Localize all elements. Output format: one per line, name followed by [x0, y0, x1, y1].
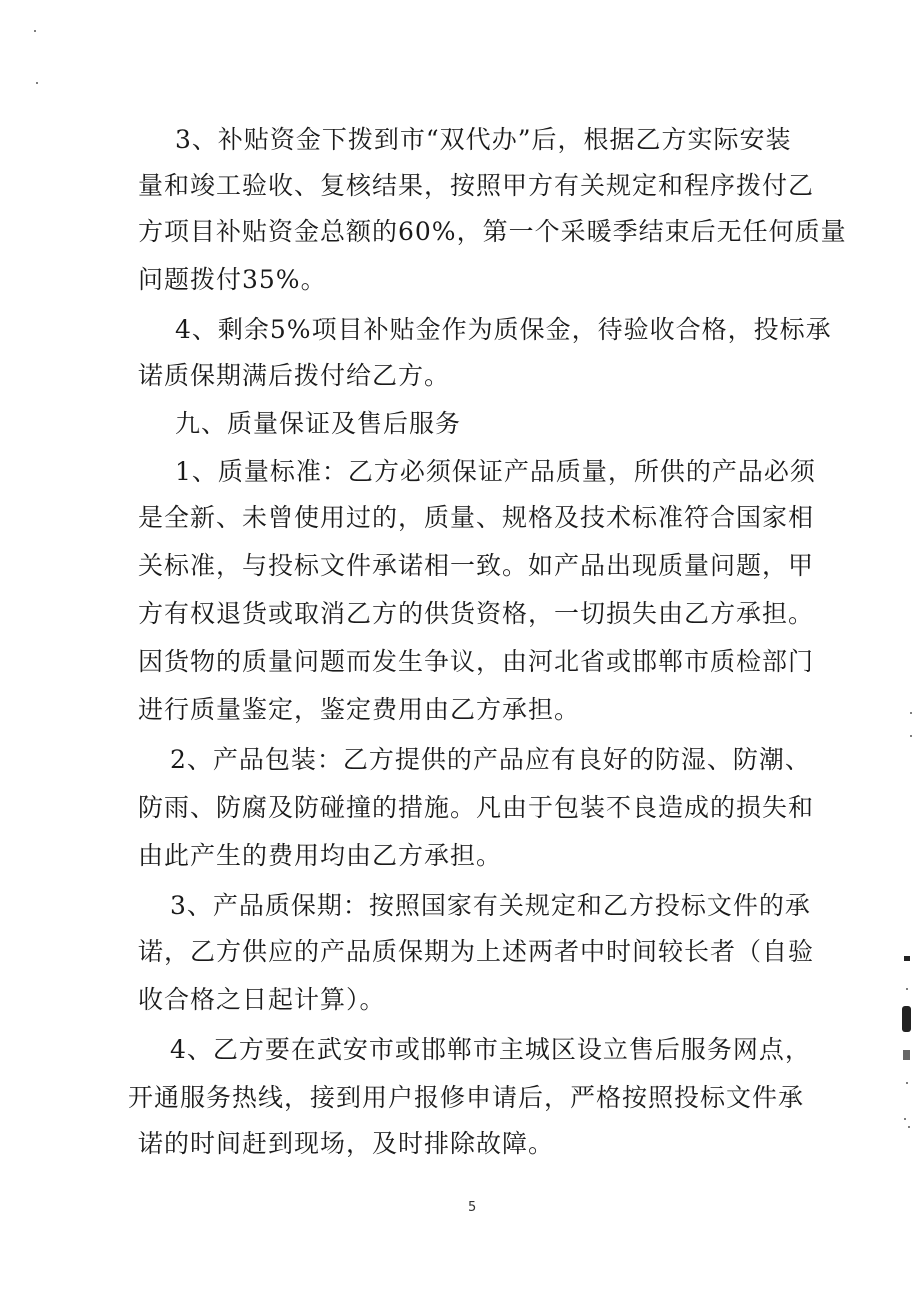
scan-speck [906, 1082, 908, 1084]
text-line: 由此产生的费用均由乙方承担。 [138, 841, 503, 870]
text-line: 诺质保期满后拨付给乙方。 [138, 361, 451, 390]
scan-artifact [904, 956, 910, 961]
text-line: 3、产品质保期：按照国家有关规定和乙方投标文件的承 [170, 891, 811, 920]
text-line: 量和竣工验收、复核结果，按照甲方有关规定和程序拨付乙 [138, 171, 815, 200]
scan-speck [910, 712, 912, 714]
scan-speck [910, 735, 912, 737]
text-line: 防雨、防腐及防碰撞的措施。凡由于包装不良造成的损失和 [138, 793, 815, 822]
text-line: 诺，乙方供应的产品质保期为上述两者中时间较长者（自验 [138, 937, 815, 966]
text-line: 收合格之日起计算）。 [138, 985, 386, 1014]
text-line: 2、产品包装：乙方提供的产品应有良好的防湿、防潮、 [170, 745, 811, 774]
scan-speck [906, 988, 908, 990]
text-line: 方项目补贴资金总额的60%，第一个采暖季结束后无任何质量 [138, 217, 847, 246]
scan-artifact [902, 1006, 911, 1032]
text-line: 是全新、未曾使用过的，质量、规格及技术标准符合国家相 [138, 503, 815, 532]
page-number: 5 [468, 1200, 477, 1215]
text-line: 进行质量鉴定，鉴定费用由乙方承担。 [138, 695, 581, 724]
text-line: 3、补贴资金下拨到市“双代办”后，根据乙方实际安装 [175, 125, 792, 154]
scan-speck [904, 1118, 906, 1120]
text-line: 1、质量标准：乙方必须保证产品质量，所供的产品必须 [175, 457, 816, 486]
text-line: 开通服务热线，接到用户报修申请后，严格按照投标文件承 [128, 1083, 805, 1112]
scan-speck [34, 30, 36, 32]
text-line: 问题拨付35%。 [138, 265, 327, 294]
scan-speck [908, 1126, 910, 1128]
text-line: 诺的时间赶到现场，及时排除故障。 [138, 1129, 555, 1158]
text-line: 因货物的质量问题而发生争议，由河北省或邯郸市质检部门 [138, 647, 815, 676]
text-line: 关标准，与投标文件承诺相一致。如产品出现质量问题，甲 [138, 551, 815, 580]
text-line: 方有权退货或取消乙方的供货资格，一切损失由乙方承担。 [138, 599, 815, 628]
scan-artifact [903, 1050, 910, 1060]
section-heading: 九、质量保证及售后服务 [175, 409, 462, 438]
scan-speck [36, 82, 38, 84]
text-line: 4、剩余5%项目补贴金作为质保金，待验收合格，投标承 [175, 315, 832, 344]
text-line: 4、乙方要在武安市或邯郸市主城区设立售后服务网点， [170, 1035, 811, 1064]
